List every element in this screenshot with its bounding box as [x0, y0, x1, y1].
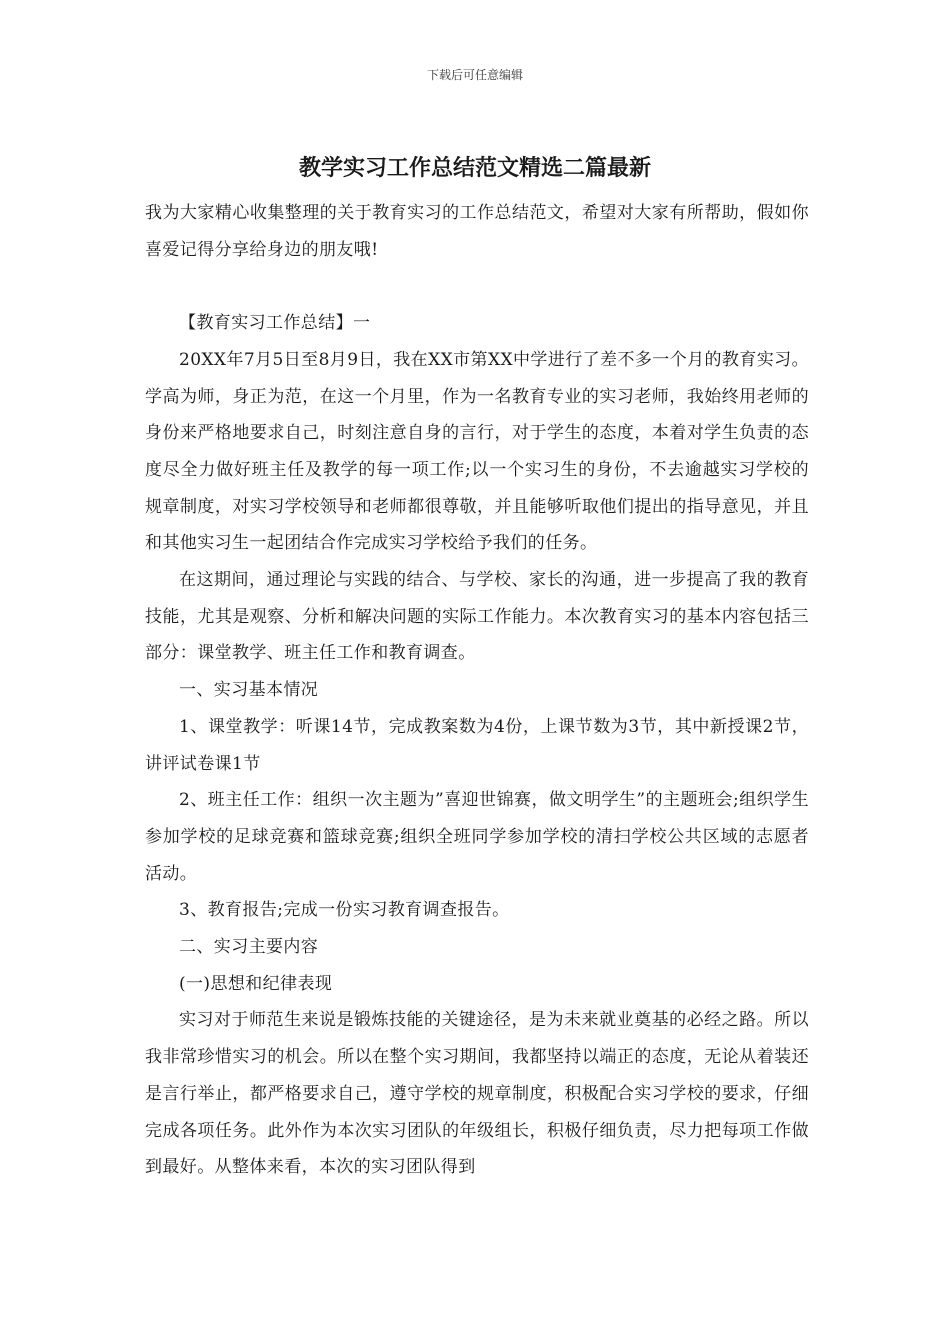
document-title: 教学实习工作总结范文精选二篇最新 — [298, 155, 651, 181]
blank-line — [145, 268, 809, 305]
list-item: 2、班主任工作：组织一次主题为”喜迎世锦赛，做文明学生”的主题班会;组织学生参加学校的足球竞赛和篮球竞赛;组织全班同学参加学校的清扫学校公共区域的志愿者活动。 — [145, 790, 809, 884]
subsection-heading: 一、实习基本情况 — [179, 680, 319, 701]
subsection-heading: (一)思想和纪律表现 — [179, 973, 333, 994]
body-paragraph: 实习对于师范生来说是锻炼技能的关键途径，是为未来就业奠基的必经之路。所以我非常珍惜实习的机会。所以在整个实习期间，我都坚持以端正的态度，无论从着装还是言行举止，都严格要求自己，遵守学校的规章制度，积极配合实习学校的要求，仔细完成各项任务。此外作为本次实习团队的年级组长，积极仔细负责，尽力把每项工作做到最好。从整体来看，本次的实习团队得到 — [145, 1010, 809, 1178]
list-item: 1、课堂教学：听课14节，完成教案数为4份，上课节数为3节，其中新授课2节，讲评试卷课1节 — [145, 716, 809, 774]
section-heading: 【教育实习工作总结】一 — [179, 313, 371, 334]
document-body — [145, 195, 809, 1186]
body-paragraph: 在这期间，通过理论与实践的结合、与学校、家长的沟通，进一步提高了我的教育技能，尤其是观察、分析和解决问题的实际工作能力。本次教育实习的基本内容包括三部分：课堂教学、班主任工作和教育调查。 — [145, 570, 809, 664]
intro-paragraph: 我为大家精心收集整理的关于教育实习的工作总结范文，希望对大家有所帮助，假如你喜爱记得分享给身边的朋友哦! — [145, 203, 809, 260]
subsection-heading: 二、实习主要内容 — [179, 937, 319, 958]
list-item: 3、教育报告;完成一份实习教育调查报告。 — [179, 900, 510, 921]
page-header-caption: 下载后可任意编辑 — [426, 68, 523, 82]
body-paragraph: 20XX年7月5日至8月9日，我在XX市第XX中学进行了差不多一个月的教育实习。学高为师，身正为范，在这一个月里，作为一名教育专业的实习老师，我始终用老师的身份来严格地要求自己，时刻注意自身的言行，对于学生的态度，本着对学生负责的态度尽全力做好班主任及教学的每一项工作;以一个实习生的身份，不去逾越实习学校的规章制度，对实习学校领导和老师都很尊敬，并且能够听取他们提出的指导意见，并且和其他实习生一起团结合作完成实习学校给予我们的任务。 — [145, 349, 809, 554]
